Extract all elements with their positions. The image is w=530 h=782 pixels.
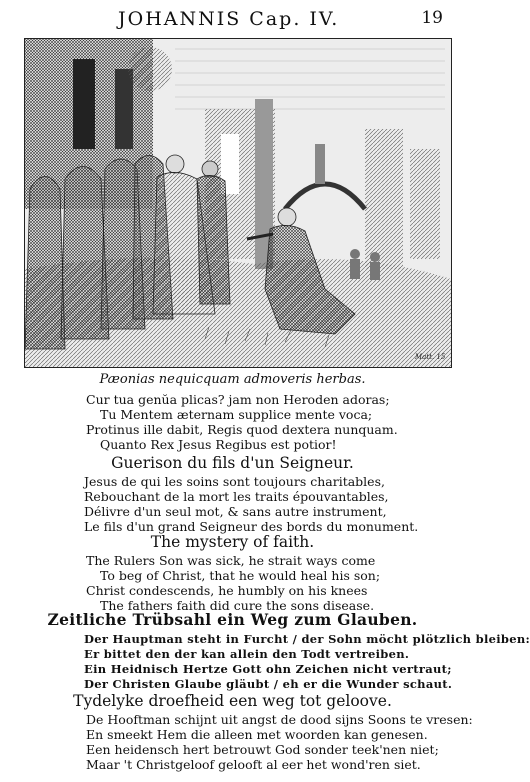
engraving-caption: Pæonias nequicquam admoveris herbas. xyxy=(99,372,366,387)
running-title: JOHANNIS Cap. IV. xyxy=(118,8,340,30)
dutch-heading: Tydelyke droefheid een weg tot geloove. xyxy=(73,692,392,710)
verse-line: Een heidensch hert betrouwt God sonder teek'nen niet; xyxy=(86,742,439,757)
french-verse xyxy=(84,474,418,534)
verse-line: En smeekt Hem die alleen met woorden kan genesen. xyxy=(86,727,428,742)
verse-line: Ein Heidnisch Hertze Gott ohn Zeichen nicht vertraut; xyxy=(84,662,452,676)
verse-line: The Rulers Son was sick, he strait ways come xyxy=(86,553,376,568)
verse-line: Le fils d'un grand Seigneur des bords du monument. xyxy=(84,519,419,534)
engraving-illustration xyxy=(24,38,452,368)
engraving-signature: Matt. 15 xyxy=(415,353,446,361)
french-heading: Guerison du fils d'un Seigneur. xyxy=(111,454,354,472)
verse-line: De Hooftman schijnt uit angst de dood sijns Soons te vresen: xyxy=(86,712,473,727)
german-heading: Zeitliche Trübsahl ein Weg zum Glauben. xyxy=(47,610,418,629)
latin-verse xyxy=(86,392,398,452)
german-verse xyxy=(84,632,530,692)
page-number: 19 xyxy=(421,8,443,28)
verse-line: Tu Mentem æternam supplice mente voca; xyxy=(100,407,373,422)
verse-line: Jesus de qui les soins sont toujours charitables, xyxy=(84,474,385,489)
english-heading: The mystery of faith. xyxy=(150,533,315,551)
verse-line: Christ condescends, he humbly on his knees xyxy=(86,583,368,598)
page-header xyxy=(0,6,465,30)
verse-line: Cur tua genŭa plicas? jam non Heroden adoras; xyxy=(86,392,390,407)
dutch-verse xyxy=(86,712,473,772)
verse-line: Er bittet den der kan allein den Todt vertreiben. xyxy=(84,647,410,661)
verse-line: Rebouchant de la mort les traits épouvantables, xyxy=(84,489,389,504)
verse-line: To beg of Christ, that he would heal his son; xyxy=(100,568,381,583)
verse-line: Der Christen Glaube gläubt / eh er die Wunder schaut. xyxy=(84,677,453,691)
verse-line: Der Hauptman steht in Furcht / der Sohn möcht plötzlich bleiben: xyxy=(84,632,530,646)
verse-line: The fathers faith did cure the sons disease. xyxy=(100,598,375,613)
verse-line: Protinus ille dabit, Regis quod dextera nunquam. xyxy=(86,422,398,437)
verse-line: Quanto Rex Jesus Regibus est potior! xyxy=(100,437,337,452)
verse-line: Maar 't Christgeloof gelooft al eer het wond'ren siet. xyxy=(86,757,421,772)
verse-line: Délivre d'un seul mot, & sans autre instrument, xyxy=(84,504,387,519)
english-verse xyxy=(86,553,380,613)
